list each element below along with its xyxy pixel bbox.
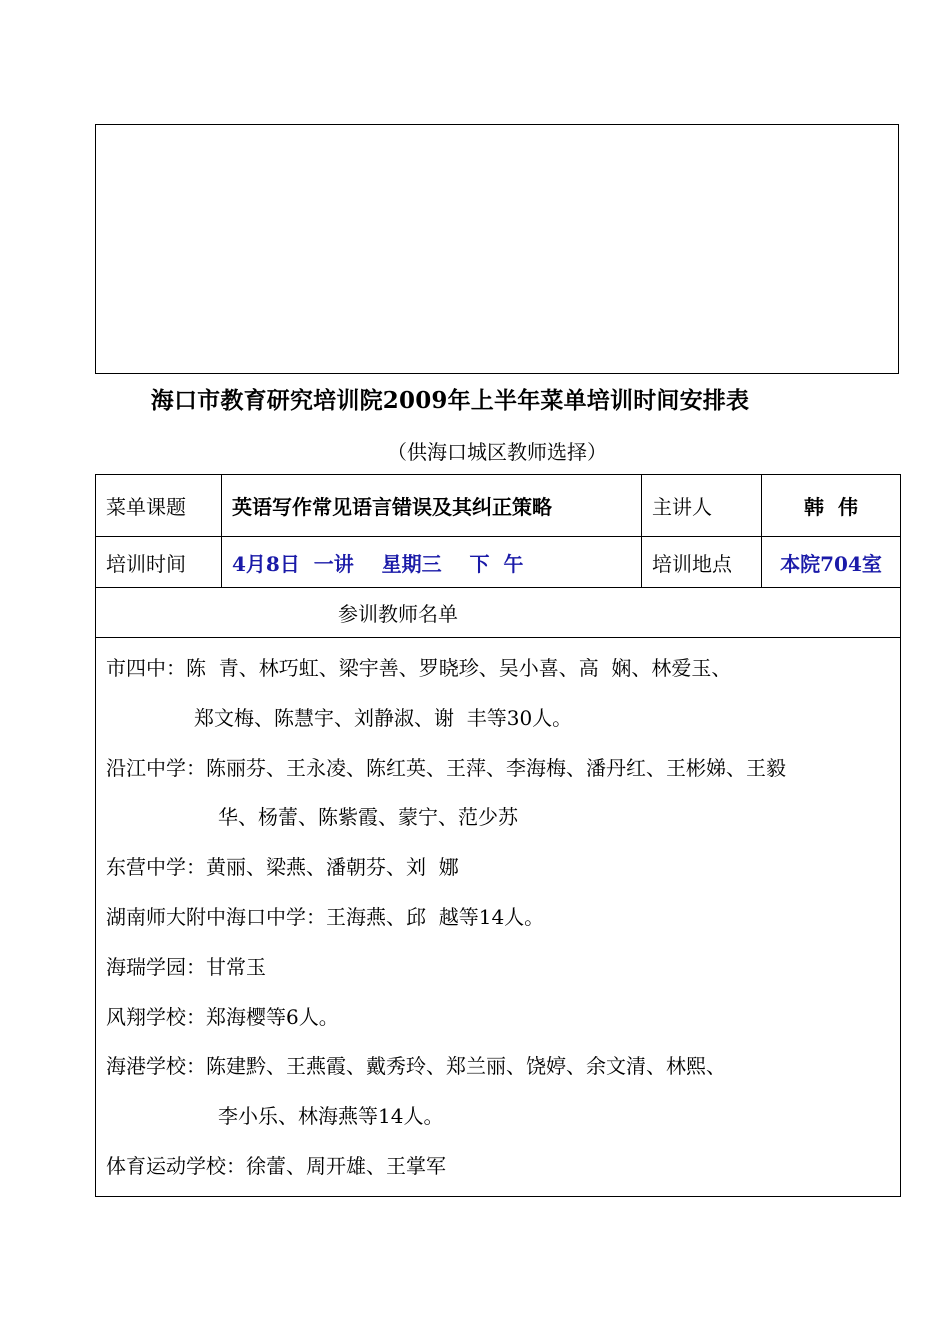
list-item: 海港学校：陈建黔、王燕霞、戴秀玲、郑兰丽、饶婷、余文清、林熙、 bbox=[106, 1054, 726, 1079]
roster-header-row bbox=[96, 588, 901, 638]
topic-value: 英语写作常见语言错误及其纠正策略 bbox=[222, 475, 642, 537]
list-item: 李小乐、林海燕等14人。 bbox=[218, 1104, 444, 1129]
roster-row bbox=[96, 638, 901, 1197]
list-item: 海瑞学园：甘常玉 bbox=[106, 954, 266, 979]
speaker-label: 主讲人 bbox=[642, 475, 762, 537]
speaker-value: 韩 伟 bbox=[762, 475, 901, 537]
list-item: 体育运动学校：徐蕾、周开雄、王掌军 bbox=[106, 1153, 446, 1178]
list-item: 华、杨蕾、陈紫霞、蒙宁、范少苏 bbox=[218, 805, 518, 830]
blank-frame bbox=[95, 124, 899, 374]
roster-list bbox=[96, 638, 901, 1197]
list-item: 市四中：陈 青、林巧虹、梁宇善、罗晓珍、吴小喜、高 娴、林爱玉、 bbox=[106, 656, 732, 680]
list-item: 东营中学：黄丽、梁燕、潘朝芬、刘 娜 bbox=[106, 855, 459, 880]
time-row bbox=[96, 537, 901, 588]
topic-row bbox=[96, 475, 901, 537]
time-label: 培训时间 bbox=[96, 537, 222, 588]
topic-label: 菜单课题 bbox=[96, 475, 222, 537]
list-item: 风翔学校：郑海樱等6人。 bbox=[106, 1004, 339, 1029]
roster-header: 参训教师名单 bbox=[96, 588, 901, 638]
schedule-table bbox=[95, 474, 901, 1197]
list-item: 郑文梅、陈慧宇、刘静淑、谢 丰等30人。 bbox=[194, 705, 573, 730]
document-subtitle: （供海口城区教师选择） bbox=[387, 440, 607, 464]
time-value: 4月8日 一讲 星期三 下 午 bbox=[222, 537, 642, 588]
list-item: 湖南师大附中海口中学：王海燕、邱 越等14人。 bbox=[106, 904, 545, 929]
list-item: 沿江中学：陈丽芬、王永凌、陈红英、王萍、李海梅、潘丹红、王彬娣、王毅 bbox=[106, 755, 786, 780]
location-value: 本院704室 bbox=[762, 537, 901, 588]
document-title: 海口市教育研究培训院2009年上半年菜单培训时间安排表 bbox=[150, 387, 750, 414]
location-label: 培训地点 bbox=[642, 537, 762, 588]
